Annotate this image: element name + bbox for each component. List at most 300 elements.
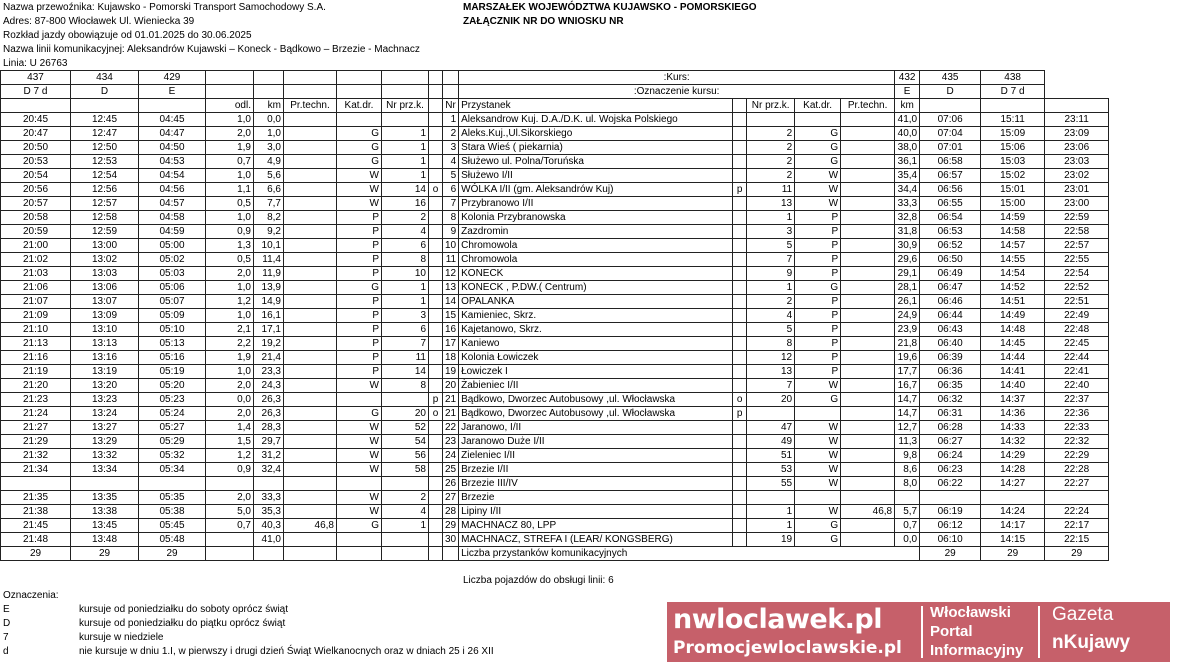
km: 16,1 [254,309,284,323]
stop-name: KONECK , P.DW.( Centrum) [459,281,733,295]
time-course-437: 21:38 [1,505,71,519]
tech-speed [284,463,337,477]
km: 23,3 [254,365,284,379]
stop-number [747,491,795,505]
distance: 2,0 [206,379,254,393]
time-course-435 [981,491,1045,505]
stop-number: 13 [747,365,795,379]
road-category: G [337,519,382,533]
stop-number: 9 [747,267,795,281]
course-number: 435 [920,71,981,85]
stop-count: 29 [1,547,71,561]
tech-speed [284,435,337,449]
timetable-row [1,519,1109,533]
time-course-438: 22:27 [1045,477,1109,491]
stop-nr: 15 [443,309,459,323]
road-category: P [337,337,382,351]
stop-nr: 26 [443,477,459,491]
course-code: D 7 d [981,85,1045,99]
road-category: P [795,267,841,281]
km: 28,3 [254,421,284,435]
time-course-432: 06:49 [920,267,981,281]
time-course-437: 21:45 [1,519,71,533]
time-course-432: 06:52 [920,239,981,253]
tech-speed [284,309,337,323]
time-course-434: 13:03 [71,267,139,281]
stop-name: Aleksandrow Kuj. D.A./D.K. ul. Wojska Polskiego [459,113,733,127]
tech-speed [284,337,337,351]
time-course-437: 20:47 [1,127,71,141]
time-course-437: 21:13 [1,337,71,351]
km: 11,4 [254,253,284,267]
time-course-432: 06:54 [920,211,981,225]
road-category [795,491,841,505]
time-course-438: 22:32 [1045,435,1109,449]
stop-number [382,533,429,547]
distance: 1,0 [206,365,254,379]
time-course-434: 13:34 [71,463,139,477]
timetable-validity: Rozkład jazdy obowiązuje od 01.01.2025 do 30.06.2025 [3,30,252,41]
course-code-row [1,85,1109,99]
stop-count-label: Liczba przystanków komunikacyjnych [459,547,920,561]
time-course-429: 05:29 [139,435,206,449]
stop-number: 4 [382,505,429,519]
time-course-434: 13:45 [71,519,139,533]
legend-code: E [3,604,10,615]
time-course-429: 04:59 [139,225,206,239]
portal-line: Portal [930,623,973,640]
gazeta-name: nKujawy [1052,632,1131,653]
stop-number: 11 [382,351,429,365]
distance: 1,0 [206,169,254,183]
stop-number: 2 [747,127,795,141]
header-road-category: Kat.dr. [337,99,382,113]
tech-speed [841,183,895,197]
timetable-row [1,183,1109,197]
course-designation-label: :Oznaczenie kursu: [459,85,895,99]
header-road-category: Kat.dr. [795,99,841,113]
stop-number: 1 [382,155,429,169]
line-name: Nazwa linii komunikacyjnej: Aleksandrów Kujawski – Koneck - Bądkowo – Brzezie - Machnacz [3,44,420,55]
stop-nr: 20 [443,379,459,393]
flag [733,351,747,365]
stop-name: Bądkowo, Dworzec Autobusowy ,ul. Włocławska [459,393,733,407]
flag [429,253,443,267]
stop-name: Służewo ul. Polna/Toruńska [459,155,733,169]
km: 30,9 [895,239,920,253]
stop-name: OPALANKA [459,295,733,309]
time-course-435: 14:29 [981,449,1045,463]
road-category: G [795,127,841,141]
time-course-435: 14:36 [981,407,1045,421]
time-course-437: 21:02 [1,253,71,267]
time-course-437: 21:00 [1,239,71,253]
road-category: W [795,421,841,435]
tech-speed [841,421,895,435]
time-course-429: 05:09 [139,309,206,323]
time-course-435: 14:59 [981,211,1045,225]
gazeta-label: Gazeta [1052,604,1114,625]
km: 26,3 [254,407,284,421]
road-category [337,113,382,127]
stop-number: 8 [382,379,429,393]
flag: o [733,393,747,407]
tech-speed [284,253,337,267]
time-course-438: 22:49 [1045,309,1109,323]
stop-nr: 8 [443,211,459,225]
stop-nr: 14 [443,295,459,309]
timetable-row [1,225,1109,239]
time-course-429: 05:13 [139,337,206,351]
road-category: W [337,435,382,449]
time-course-435: 14:17 [981,519,1045,533]
stop-name: Służewo I/II [459,169,733,183]
marshal-title: MARSZAŁEK WOJEWÓDZTWA KUJAWSKO - POMORSKIEGO [463,2,757,13]
tech-speed [841,323,895,337]
road-category: P [795,239,841,253]
stop-name: Chromowola [459,239,733,253]
stop-nr: 9 [443,225,459,239]
legend-code: D [3,618,11,629]
time-course-434: 13:10 [71,323,139,337]
time-course-429: 05:02 [139,253,206,267]
stop-nr: 30 [443,533,459,547]
stop-nr: 12 [443,267,459,281]
stop-count: 29 [981,547,1045,561]
stop-nr: 17 [443,337,459,351]
stop-number: 6 [382,323,429,337]
time-course-429: 05:16 [139,351,206,365]
time-course-432: 06:39 [920,351,981,365]
header-distance: odl. [206,99,254,113]
time-course-432: 06:46 [920,295,981,309]
stop-number: 5 [747,323,795,337]
distance: 1,0 [206,281,254,295]
tech-speed [841,379,895,393]
time-course-438: 22:44 [1045,351,1109,365]
distance: 5,0 [206,505,254,519]
stop-name: MACHNACZ 80, LPP [459,519,733,533]
km: 23,9 [895,323,920,337]
timetable-row [1,295,1109,309]
tech-speed [841,309,895,323]
distance: 0,9 [206,463,254,477]
timetable-row [1,169,1109,183]
tech-speed [841,225,895,239]
road-category: W [795,449,841,463]
timetable-row [1,337,1109,351]
tech-speed [841,295,895,309]
time-course-434: 12:54 [71,169,139,183]
portal-line: Informacyjny [930,642,1024,659]
stop-number: 20 [747,393,795,407]
km: 14,7 [895,393,920,407]
flag [733,533,747,547]
stop-name: WÓLKA I/II (gm. Aleksandrów Kuj) [459,183,733,197]
tech-speed [284,379,337,393]
km: 24,3 [254,379,284,393]
timetable-row [1,351,1109,365]
tech-speed [841,169,895,183]
road-category: W [795,183,841,197]
stop-number: 1 [382,519,429,533]
time-course-435: 15:11 [981,113,1045,127]
road-category: P [337,253,382,267]
km: 4,9 [254,155,284,169]
stop-name: Kamieniec, Skrz. [459,309,733,323]
time-course-434: 13:48 [71,533,139,547]
stop-nr: 11 [443,253,459,267]
tech-speed [284,197,337,211]
flag [429,225,443,239]
road-category: P [337,239,382,253]
road-category: P [795,309,841,323]
flag [733,337,747,351]
flag [429,267,443,281]
stop-number: 3 [747,225,795,239]
km: 28,1 [895,281,920,295]
distance [206,477,254,491]
stop-number: 49 [747,435,795,449]
time-course-435: 14:37 [981,393,1045,407]
stop-nr: 21 [443,393,459,407]
time-course-432: 06:55 [920,197,981,211]
watermark-banner [667,602,1170,662]
tech-speed [841,407,895,421]
km: 24,9 [895,309,920,323]
km: 13,9 [254,281,284,295]
km: 31,2 [254,449,284,463]
time-course-437: 21:32 [1,449,71,463]
timetable-row [1,197,1109,211]
distance: 0,7 [206,155,254,169]
time-course-429: 05:00 [139,239,206,253]
site-name-2: Promocjewloclawskie.pl [673,638,902,658]
flag [733,113,747,127]
carrier-address: Adres: 87-800 Włocławek Ul. Wieniecka 39 [3,16,195,27]
time-course-429: 05:38 [139,505,206,519]
flag [733,477,747,491]
km: 19,2 [254,337,284,351]
tech-speed [284,127,337,141]
time-course-437: 21:34 [1,463,71,477]
timetable-row [1,505,1109,519]
time-course-437: 21:29 [1,435,71,449]
tech-speed [284,393,337,407]
stop-number: 13 [747,197,795,211]
time-course-434: 13:13 [71,337,139,351]
km: 32,4 [254,463,284,477]
header-tech-speed: Pr.techn. [284,99,337,113]
road-category: W [337,183,382,197]
stop-nr: 29 [443,519,459,533]
empty-cell [254,547,284,561]
road-category: G [795,155,841,169]
time-course-429: 04:45 [139,113,206,127]
time-course-437: 21:09 [1,309,71,323]
timetable-row [1,491,1109,505]
time-course-432: 06:35 [920,379,981,393]
time-course-435: 14:52 [981,281,1045,295]
time-course-432: 07:01 [920,141,981,155]
road-category: W [337,505,382,519]
time-course-434: 13:24 [71,407,139,421]
road-category: G [795,141,841,155]
km: 26,3 [254,393,284,407]
flag [429,127,443,141]
tech-speed [284,407,337,421]
distance: 1,0 [206,113,254,127]
portal-name [930,603,1023,660]
header-stop-number: Nr prz.k. [747,99,795,113]
road-category: P [337,309,382,323]
timetable-row [1,435,1109,449]
km: 21,8 [895,337,920,351]
road-category: G [337,407,382,421]
tech-speed [284,449,337,463]
km: 41,0 [254,533,284,547]
road-category: W [337,491,382,505]
header-nr: Nr [443,99,459,113]
flag: p [429,393,443,407]
tech-speed [841,393,895,407]
flag [733,155,747,169]
time-course-429: 05:06 [139,281,206,295]
header-stop-number: Nr prz.k. [382,99,429,113]
legend-code: d [3,646,9,657]
flag: p [733,183,747,197]
distance: 1,9 [206,351,254,365]
timetable-row [1,463,1109,477]
timetable [0,70,1109,561]
tech-speed [841,113,895,127]
time-course-438: 23:03 [1045,155,1109,169]
timetable-row [1,141,1109,155]
time-course-429: 05:45 [139,519,206,533]
road-category: W [795,169,841,183]
timetable-row [1,113,1109,127]
km: 33,3 [895,197,920,211]
road-category: W [337,379,382,393]
road-category: P [795,225,841,239]
road-category: G [795,281,841,295]
tech-speed [841,519,895,533]
road-category: P [795,365,841,379]
time-course-435: 14:24 [981,505,1045,519]
time-course-434: 13:06 [71,281,139,295]
tech-speed [284,183,337,197]
distance: 1,0 [206,309,254,323]
time-course-432: 06:43 [920,323,981,337]
km: 3,0 [254,141,284,155]
stop-name: MACHNACZ, STREFA I (LEAR/ KONGSBERG) [459,533,733,547]
stop-nr: 27 [443,491,459,505]
stop-count: 29 [1045,547,1109,561]
time-course-429: 05:48 [139,533,206,547]
legend-code: 7 [3,632,9,643]
time-course-432: 06:28 [920,421,981,435]
time-course-435: 14:32 [981,435,1045,449]
flag [429,113,443,127]
time-course-434: 12:57 [71,197,139,211]
km: 34,4 [895,183,920,197]
flag [733,197,747,211]
time-course-438: 23:06 [1045,141,1109,155]
timetable-row [1,239,1109,253]
empty-cell [382,547,429,561]
flag [733,449,747,463]
course-code: E [895,85,920,99]
stop-number: 6 [382,239,429,253]
timetable-row [1,127,1109,141]
tech-speed [841,449,895,463]
flag [733,365,747,379]
road-category: G [795,519,841,533]
time-course-438: 22:55 [1045,253,1109,267]
course-code: D 7 d [1,85,71,99]
time-course-432: 06:50 [920,253,981,267]
tech-speed [284,323,337,337]
stop-name: Łowiczek I [459,365,733,379]
stop-number: 7 [747,379,795,393]
stop-nr: 18 [443,351,459,365]
time-course-437: 21:48 [1,533,71,547]
km [895,491,920,505]
time-course-435: 14:28 [981,463,1045,477]
time-course-438: 22:24 [1045,505,1109,519]
stop-name: KONECK [459,267,733,281]
tech-speed [284,281,337,295]
timetable-row [1,477,1109,491]
stop-nr: 5 [443,169,459,183]
time-course-434: 13:35 [71,491,139,505]
km: 32,8 [895,211,920,225]
timetable-row [1,253,1109,267]
flag [733,295,747,309]
road-category: W [337,463,382,477]
stop-number: 55 [747,477,795,491]
km: 0,0 [254,113,284,127]
timetable-row [1,533,1109,547]
timetable-row [1,267,1109,281]
stop-name: Bądkowo, Dworzec Autobusowy ,ul. Włocławska [459,407,733,421]
flag [733,463,747,477]
km: 10,1 [254,239,284,253]
flag [429,519,443,533]
road-category: G [795,393,841,407]
stop-nr: 2 [443,127,459,141]
time-course-434: 13:38 [71,505,139,519]
empty-cell [206,547,254,561]
timetable-row [1,155,1109,169]
tech-speed [284,141,337,155]
banner-divider [1038,606,1040,658]
road-category: W [337,449,382,463]
time-course-432: 06:53 [920,225,981,239]
time-course-437: 21:19 [1,365,71,379]
tech-speed [284,155,337,169]
stop-number: 1 [382,281,429,295]
stop-number: 56 [382,449,429,463]
flag [429,281,443,295]
stop-count: 29 [920,547,981,561]
time-course-434: 12:53 [71,155,139,169]
distance: 0,5 [206,197,254,211]
stop-number: 1 [382,295,429,309]
flag [733,379,747,393]
km: 0,0 [895,533,920,547]
time-course-432 [920,491,981,505]
